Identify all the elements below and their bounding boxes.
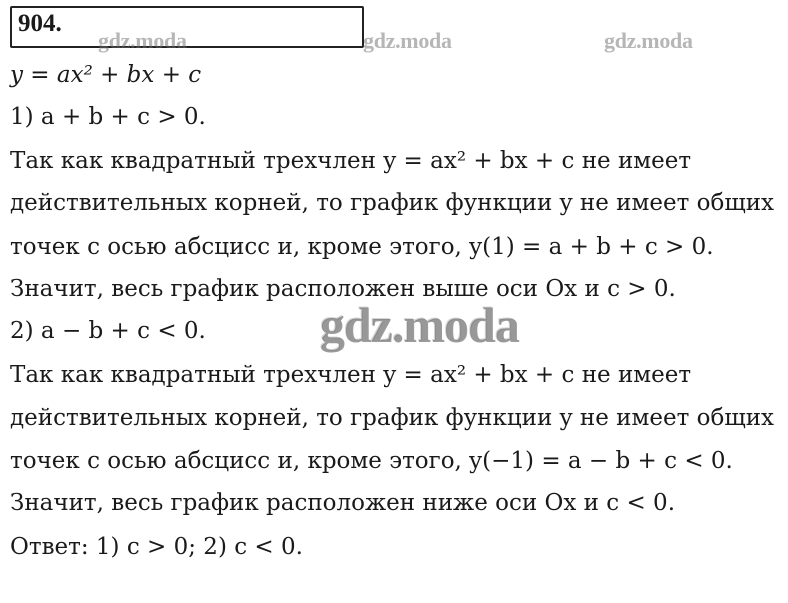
case-1-text-line-3: точек с осью абсцисс и, кроме этого, y(1) = a + b + c > 0. [10,234,714,260]
case-2-text-line-2: действительных корней, то график функции y не имеет общих [10,405,775,431]
watermark-large: gdz.moda [320,297,519,353]
case-2-conclusion: Значит, весь график расположен ниже оси Ox и c < 0. [10,490,676,516]
case-1-text-line-1: Так как квадратный трехчлен y = ax² + bx + c не имеет [10,148,692,174]
case-2-text-line-1: Так как квадратный трехчлен y = ax² + bx + c не имеет [10,362,692,388]
case-1-condition: 1) a + b + c > 0. [10,104,206,130]
case-2-text-line-3: точек с осью абсцисс и, кроме этого, y(−1) = a − b + c < 0. [10,448,733,474]
case-1-conclusion: Значит, весь график расположен выше оси Ox и c > 0. [10,276,676,302]
case-2-condition: 2) a − b + c < 0. [10,318,206,344]
watermark-small-3: gdz.moda [604,28,693,53]
case-1-text-line-2: действительных корней, то график функции y не имеет общих [10,190,775,216]
function-formula: y = ax² + bx + c [10,62,202,88]
watermark-small-2: gdz.moda [363,28,452,53]
watermark-small-1: gdz.moda [98,28,187,53]
answer: Ответ: 1) c > 0; 2) c < 0. [10,534,303,560]
problem-number-box [10,6,364,48]
problem-number: 904. [18,10,62,37]
